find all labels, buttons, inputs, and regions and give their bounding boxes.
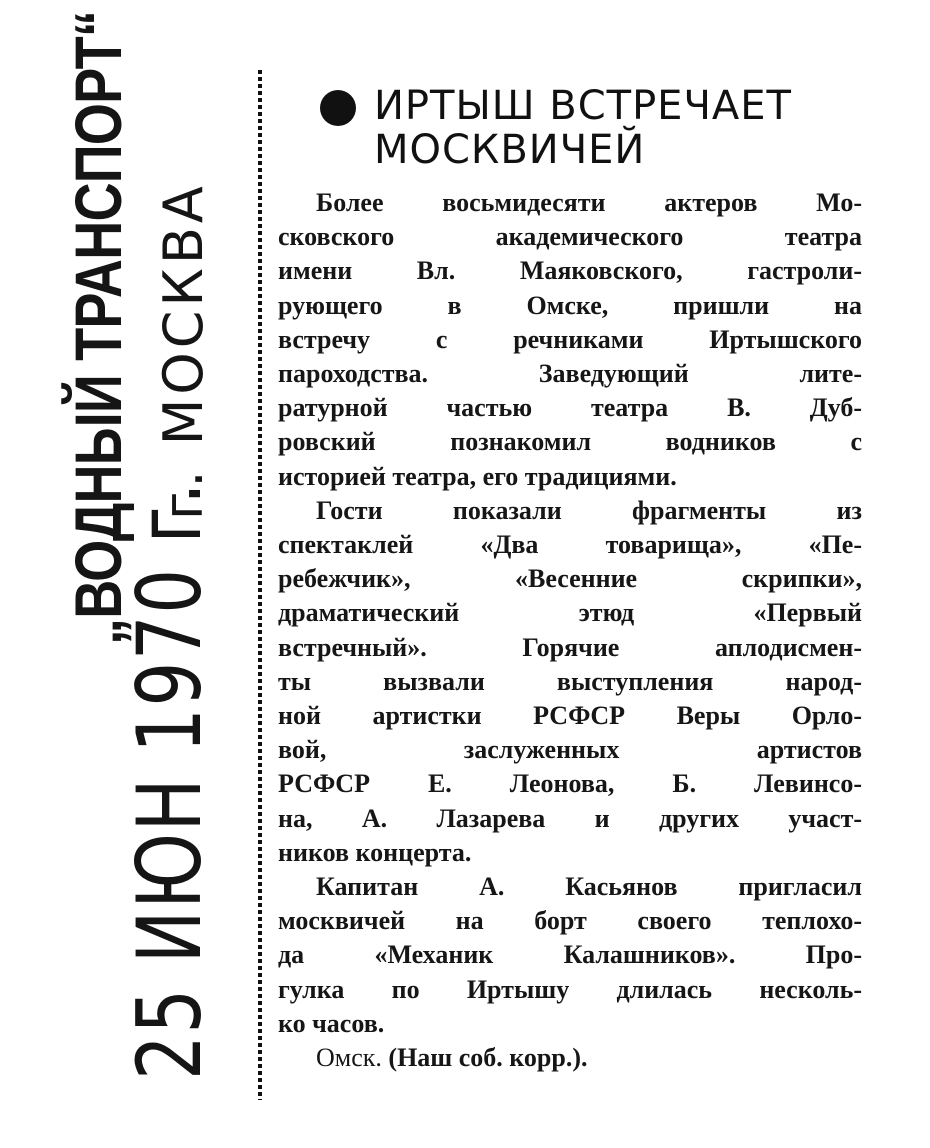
text-line: москвичей на борт своего теплохо-	[278, 906, 862, 936]
article-paragraph	[278, 494, 862, 870]
text-line: РСФСР Е. Леонова, Б. Левинсо-	[278, 769, 862, 799]
text-line: драматический этюд «Первый	[278, 598, 862, 628]
text-line: ты вызвали выступления народ-	[278, 666, 862, 696]
text-line: да «Механик Калашников». Про-	[278, 940, 862, 970]
text-line: Гости показали фрагменты из	[316, 495, 862, 525]
text-line: ребежчик», «Весенние скрипки»,	[278, 564, 862, 594]
article-paragraph	[278, 870, 862, 1041]
newspaper-name: „ВОДНЫЙ ТРАНСПОРТ“	[61, 10, 135, 645]
clipping-date: 25 ИЮН 1970 г.	[118, 480, 221, 1080]
signature-author: (Наш соб. корр.).	[388, 1043, 588, 1073]
text-line: Капитан А. Касьянов пригласил	[316, 872, 862, 902]
text-line: ников концерта.	[278, 837, 472, 867]
text-line: рующего в Омске, пришли на	[278, 290, 862, 320]
text-line: вой, заслуженных артистов	[278, 735, 862, 765]
headline-line-2: МОСКВИЧЕЙ	[374, 127, 646, 173]
text-line: на, А. Лазарева и других участ-	[278, 803, 862, 833]
text-line: встречный». Горячие аплодисмен-	[278, 632, 862, 662]
headline	[278, 84, 862, 172]
text-line: сковского академического театра	[278, 222, 862, 252]
article-body	[278, 186, 862, 1041]
signature	[278, 1041, 862, 1075]
text-line: ной артистки РСФСР Веры Орло-	[278, 701, 862, 731]
text-line: встречу с речниками Иртышского	[278, 324, 862, 354]
text-line: историей театра, его традициями.	[278, 461, 677, 491]
signature-place: Омск.	[316, 1043, 382, 1073]
city-label: г. МОСКВА	[152, 182, 215, 520]
text-line: ровский познакомил водников с	[278, 427, 862, 457]
text-line: пароходства. Заведующий лите-	[278, 359, 862, 389]
text-line: имени Вл. Маяковского, гастроли-	[278, 256, 862, 286]
article	[278, 84, 862, 1075]
text-line: Более восьмидесяти актеров Мо-	[316, 188, 862, 217]
text-line: спектаклей «Два товарища», «Пе-	[278, 530, 862, 560]
text-line: гулка по Иртышу длилась несколь-	[278, 974, 862, 1004]
bullet-icon	[320, 90, 356, 126]
clipping-stamp	[0, 0, 260, 1148]
article-paragraph	[278, 186, 862, 494]
cut-line	[258, 70, 262, 1100]
headline-line-1: ИРТЫШ ВСТРЕЧАЕТ	[374, 83, 792, 129]
text-line: ратурной частью театра В. Дуб-	[278, 393, 862, 423]
text-line: ко часов.	[278, 1008, 385, 1038]
